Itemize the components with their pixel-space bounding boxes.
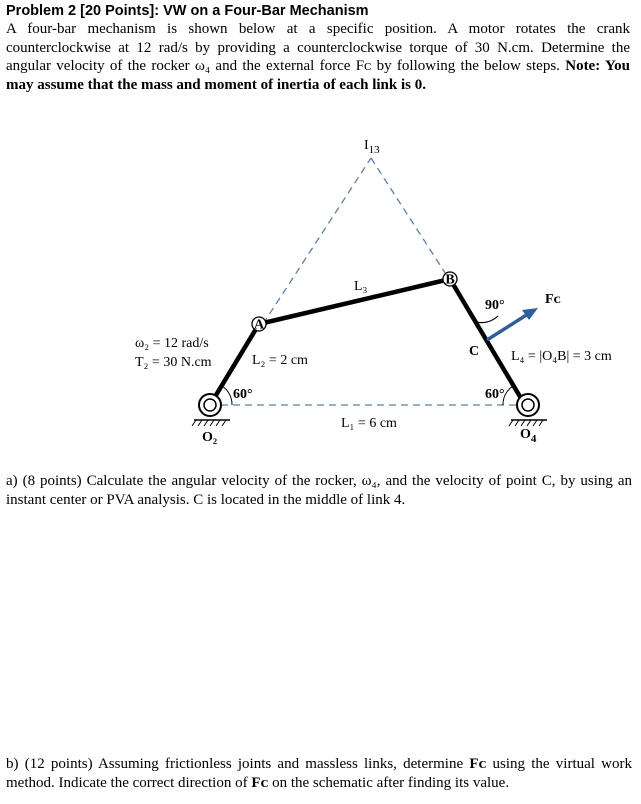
intro-text: A four-bar mechanism is shown below at a specific position. A motor rotates the crank counterclockwise at 12 rad/s by providing a counterclockwise torque of 30 N.cm. Determine the angular velocity of the rocker ω₄ and the external force Fᴄ by following the below steps. (6, 21, 630, 74)
angle-arc-90 (476, 316, 498, 323)
problem-title: Problem 2 [20 Points]: VW on a Four-Bar Mechanism (6, 3, 369, 19)
angle-arc-o2 (222, 386, 232, 405)
label-torque2: T₂ = 30 N.cm (135, 355, 212, 370)
note-text: You may assume that the mass and moment of inertia of each link is 0. (6, 58, 630, 93)
question-b-prefix: b) (12 points) Assuming frictionless joints and massless links, determine (6, 756, 470, 772)
force-arrow-shaft (487, 314, 528, 340)
label-omega2: ω₂ = 12 rad/s (135, 336, 209, 351)
question-b-mid: using the virtual work method. Indicate the correct direction of (6, 756, 632, 791)
question-b (6, 755, 632, 792)
dashed-line-i13-b (371, 158, 449, 279)
label-point-c: C (469, 344, 480, 359)
label-link1: L₁ = 6 cm (341, 416, 397, 431)
label-o2: O₂ (202, 430, 218, 445)
label-link3: L₃ (354, 279, 368, 294)
label-joint-b: B (445, 272, 455, 288)
label-angle-c: 90° (485, 298, 505, 313)
label-o4: $O_4$ (520, 427, 537, 445)
ground-pivot-o2 (192, 394, 230, 426)
label-link2: L₂ = 2 cm (252, 353, 308, 368)
question-b-force-2: Fᴄ (251, 774, 269, 791)
label-force-fc: Fᴄ (545, 292, 561, 307)
ground-pivot-o4 (509, 394, 547, 426)
note-label: Note: (565, 58, 601, 74)
label-joint-a: A (253, 317, 265, 333)
dashed-line-o2-i13 (263, 158, 371, 324)
question-a: a) (8 points) Calculate the angular velocity of the rocker, ω₄, and the velocity of point C, by using an instant center or PVA analysis. C is located in the middle of link 4. (6, 473, 632, 508)
label-angle-o2: 60° (233, 387, 253, 402)
label-i13: $I_{13}$ (364, 138, 380, 156)
question-b-suffix: on the schematic after finding its value. (268, 774, 510, 791)
label-link4: L₄ = |O₄B| = 3 cm (511, 349, 612, 364)
label-angle-o4: 60° (485, 387, 505, 402)
question-b-force-1: Fᴄ (469, 756, 487, 772)
